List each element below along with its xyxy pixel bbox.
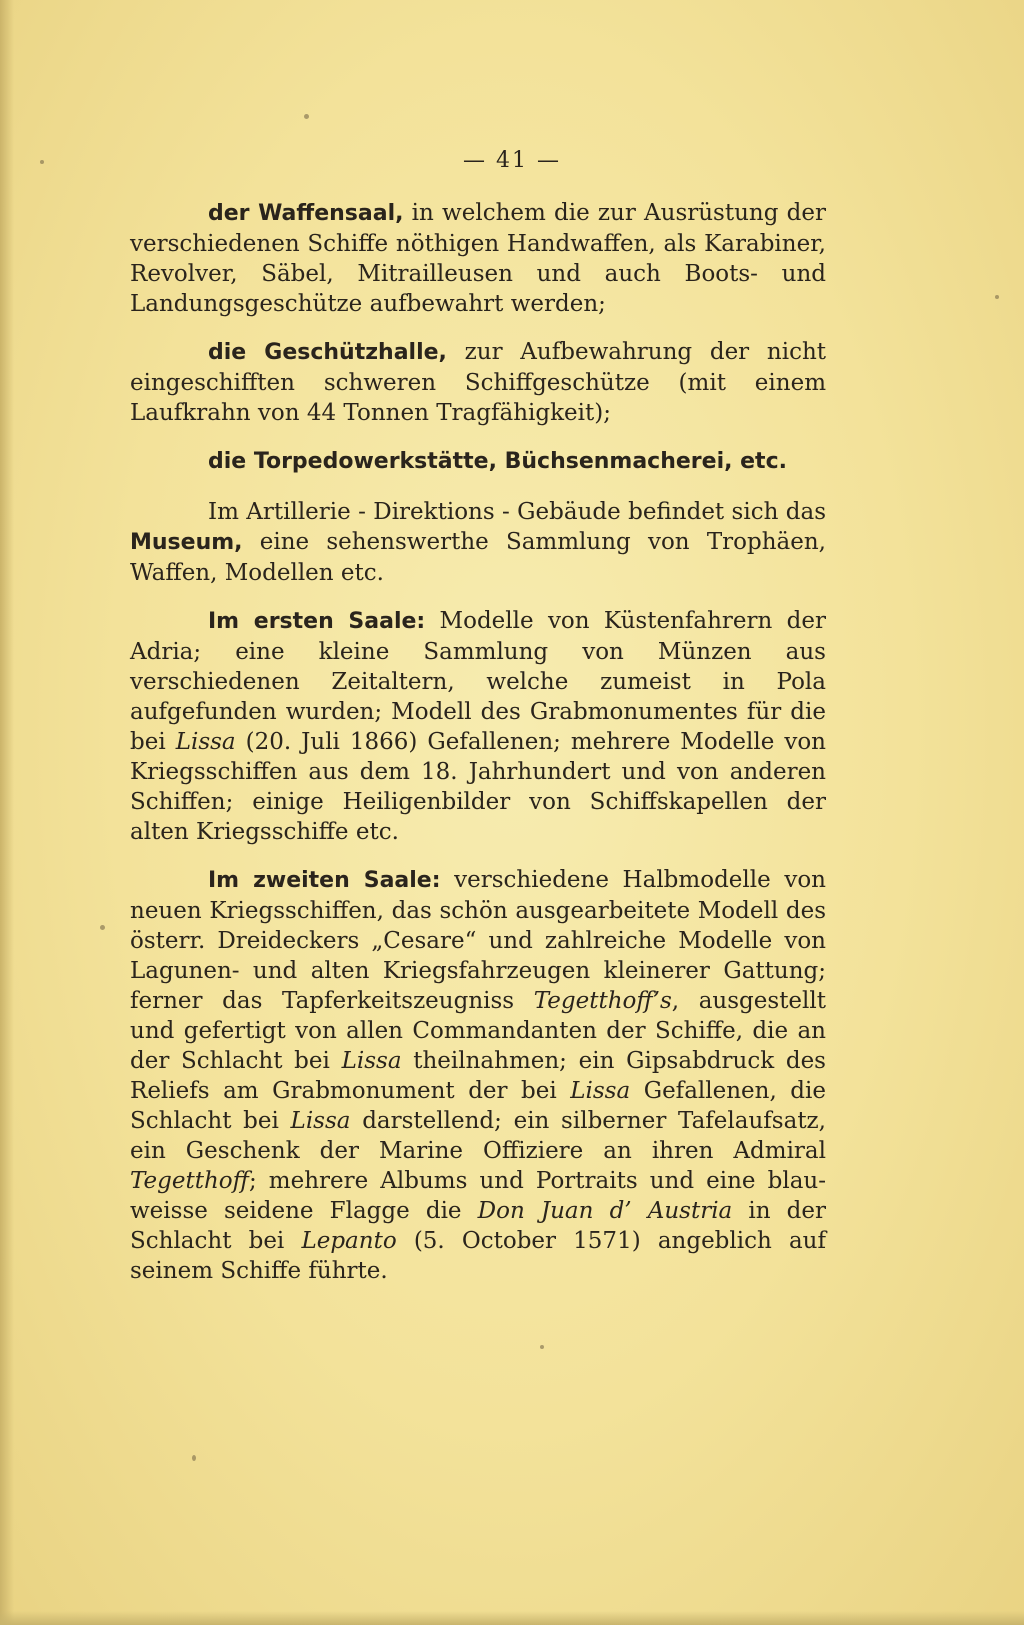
paragraph-text: Im Artillerie - Direktions - Gebäude befindet sich das	[208, 499, 826, 525]
heading-zweiter-saal: Im zweiten Saale:	[208, 868, 441, 893]
paper-speck	[192, 1455, 196, 1461]
paper-speck	[100, 925, 105, 930]
italic-person-name: Tegetthoff	[130, 1168, 249, 1194]
paragraph-waffensaal	[130, 198, 826, 319]
paragraph-text: theilnahmen; ein Gipsabdruck des Reliefs am Grabmonument der bei	[130, 1048, 826, 1104]
italic-ship-name: Don Juan d’ Austria	[477, 1198, 733, 1224]
paragraph-text: darstellend; ein silberner Tafelaufsatz, ein Geschenk der Marine Offiziere an ihren Admiral	[130, 1108, 826, 1164]
paragraph-text: in der Schlacht bei	[130, 1198, 827, 1254]
paragraph-text: eine sehenswerthe Sammlung von Trophäen, Waffen, Modellen etc.	[130, 529, 826, 586]
page-edge-shadow	[0, 0, 14, 1625]
italic-person-name: Tegetthoff’s	[533, 988, 672, 1014]
heading-museum: Museum,	[130, 530, 243, 555]
body-text	[130, 198, 826, 1304]
paragraph-text: ; mehrere Albums und Portraits und eine blau-weisse seidene Flagge die	[130, 1168, 826, 1224]
paragraph-zweiter-saal	[130, 865, 826, 1286]
paragraph-erster-saal	[130, 606, 826, 847]
page-number: — 41 —	[463, 148, 561, 173]
page-bottom-shadow	[0, 1611, 1024, 1625]
italic-place-name: Lepanto	[301, 1228, 397, 1254]
paragraph-text: , ausgestellt und gefertigt von allen Commandanten der Schiffe, die an der Schlacht bei	[130, 988, 826, 1074]
paper-speck	[304, 114, 309, 119]
paper-speck	[40, 160, 44, 164]
paragraph-torpedowerkstaette	[130, 446, 826, 477]
paragraph-text: in welchem die zur Ausrüstung der verschiedenen Schiffe nöthigen Handwaffen, als Karabiner, Revolver, Säbel, Mitrailleusen und auch Boots- und Landungsgeschütze aufbewahrt werden;	[130, 200, 826, 317]
paragraph-geschuetzhalle	[130, 337, 826, 428]
italic-place-name: Lissa	[175, 729, 236, 755]
paragraph-text: (5. October 1571) angeblich auf seinem Schiffe führte.	[130, 1228, 826, 1284]
italic-place-name: Lissa	[341, 1048, 402, 1074]
paragraph-museum	[130, 497, 826, 588]
paper-speck	[995, 295, 999, 299]
heading-erster-saal: Im ersten Saale:	[208, 609, 426, 634]
heading-geschuetzhalle: die Geschützhalle,	[208, 340, 447, 365]
paragraph-text: zur Aufbewahrung der nicht eingeschifften schweren Schiffgeschütze (mit einem Laufkrahn von 44 Tonnen Tragfähigkeit);	[130, 339, 827, 426]
heading-waffensaal: der Waffensaal,	[208, 201, 404, 226]
italic-place-name: Lissa	[290, 1108, 351, 1134]
paragraph-text: verschiedene Halbmodelle von neuen Kriegsschiffen, das schön ausgearbeitete Modell des österr. Dreideckers „Cesare“ und zahlreiche Modelle von Lagunen- und alten Kriegsfahrzeugen kleinerer Gattung; ferner das Tapferkeitszeugniss	[130, 867, 826, 1014]
paragraph-text: Gefallenen, die Schlacht bei	[130, 1078, 826, 1134]
paragraph-text: (20. Juli 1866) Gefallenen; mehrere Modelle von Kriegsschiffen aus dem 18. Jahrhundert und von anderen Schiffen; einige Heiligenbilder von Schiffskapellen der alten Kriegsschiffe etc.	[130, 729, 826, 845]
heading-torpedowerkstaette: die Torpedowerkstätte, Büchsenmacherei, etc.	[208, 449, 787, 474]
paper-speck	[540, 1345, 544, 1349]
paragraph-text: Modelle von Küstenfahrern der Adria; eine kleine Sammlung von Münzen aus verschiedenen Zeitaltern, welche zumeist in Pola aufgefunden wurden; Modell des Grabmonumentes für die bei	[130, 608, 826, 755]
italic-place-name: Lissa	[570, 1078, 631, 1104]
